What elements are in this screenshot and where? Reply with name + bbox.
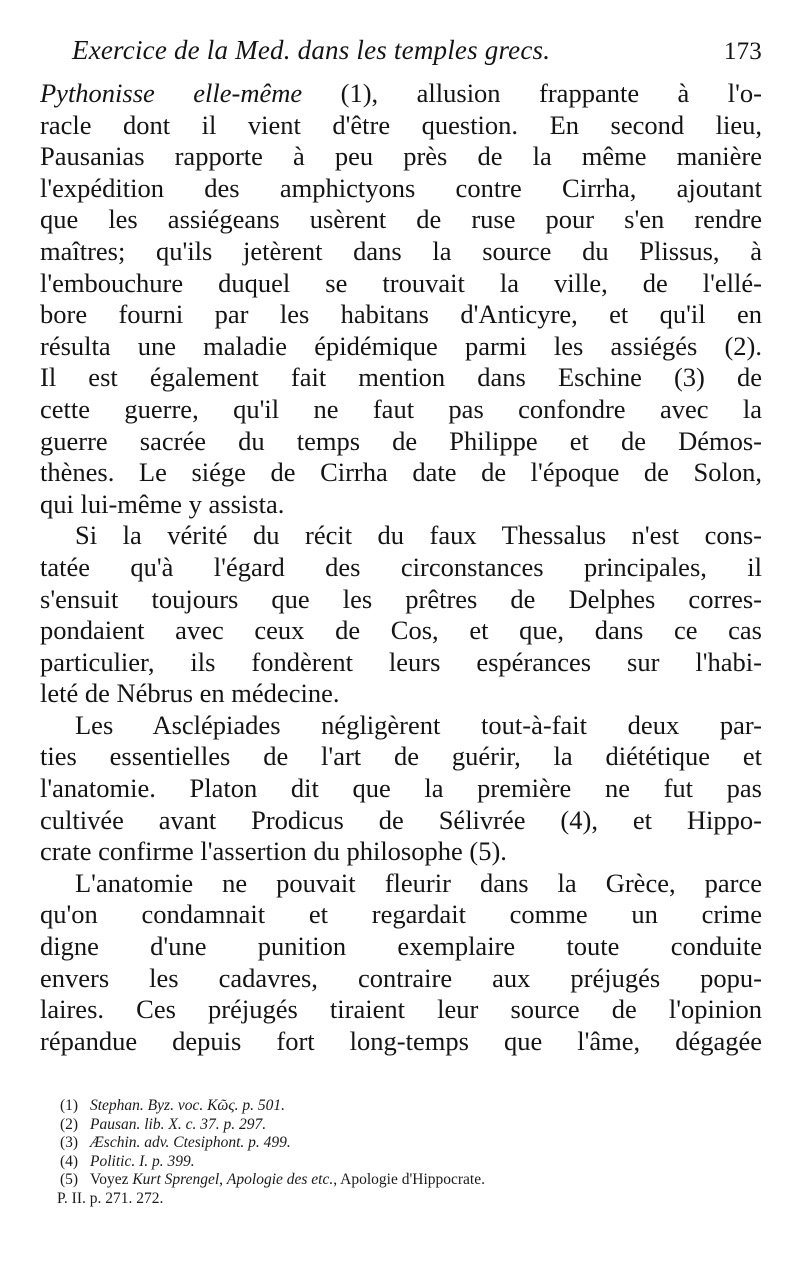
page-number: 173 — [723, 38, 762, 65]
text-segment: Pythonisse elle-même — [40, 78, 303, 108]
text-line — [40, 615, 762, 647]
text-line — [40, 299, 762, 331]
text-line — [40, 457, 762, 489]
text-segment: L'anatomie ne pouvait fleurir dans la Grèce, parce — [75, 867, 762, 898]
text-segment: qu'on condamnait et regardait comme un crime — [40, 899, 762, 930]
text-line — [40, 268, 762, 300]
text-line — [40, 773, 762, 805]
text-line — [40, 678, 762, 710]
text-line — [40, 899, 762, 931]
footnote — [60, 1153, 780, 1172]
body-text — [40, 78, 762, 1057]
text-line — [40, 141, 762, 173]
text-line — [40, 963, 762, 995]
text-line — [40, 584, 762, 616]
text-line — [40, 710, 762, 742]
text-line — [40, 78, 762, 110]
text-segment: s'ensuit toujours que les prêtres de Delphes corres- — [40, 583, 762, 614]
text-segment: Pausanias rapporte à peu près de la même manière — [40, 141, 762, 172]
text-segment: thènes. Le siége de Cirrha date de l'époque de Solon, — [40, 457, 762, 488]
text-segment: envers les cadavres, contraire aux préjugés popu- — [40, 962, 762, 993]
paragraph — [40, 868, 762, 1058]
text-segment: l'expédition des amphictyons contre Cirrha, ajoutant — [40, 172, 762, 203]
text-line — [40, 426, 762, 458]
text-segment: résulta une maladie épidémique parmi les assiégés (2). — [40, 330, 762, 361]
text-line — [40, 204, 762, 236]
footnote-text: Voyez — [90, 1171, 133, 1189]
footnote — [60, 1116, 780, 1135]
footnote-number: (1) — [60, 1097, 79, 1114]
text-line — [40, 552, 762, 584]
text-segment: cette guerre, qu'il ne faut pas confondre avec la — [40, 393, 762, 424]
footnote-number: (4) — [60, 1152, 79, 1170]
text-segment: digne d'une punition exemplaire toute conduite — [40, 931, 762, 962]
footnote — [60, 1171, 780, 1190]
text-line — [40, 173, 762, 205]
text-line — [40, 836, 762, 868]
text-line — [40, 741, 762, 773]
paragraph — [40, 710, 762, 868]
footnote-text: Stephan. Byz. voc. Kῶς. p. 501. — [90, 1097, 286, 1114]
footnote-text: , Apologie d'Hippocrate. — [333, 1171, 485, 1189]
footnote-text: Politic. I. p. 399. — [90, 1152, 195, 1170]
text-segment: pondaient avec ceux de Cos, et que, dans ce cas — [40, 615, 762, 646]
footnote-text: P. II. p. 271. 272. — [57, 1189, 164, 1207]
text-segment: crate confirme l'assertion du philosophe (5). — [40, 836, 507, 867]
text-line — [40, 110, 762, 142]
text-segment: que les assiégeans usèrent de ruse pour s'en rendre — [40, 204, 762, 235]
text-line — [40, 805, 762, 837]
footnote — [60, 1134, 780, 1153]
footnote-text: Apologie des etc. — [226, 1171, 334, 1189]
text-line — [40, 520, 762, 552]
footnotes — [57, 1097, 780, 1209]
text-segment: maîtres; qu'ils jetèrent dans la source du Plissus, à — [40, 235, 762, 266]
running-title: Exercice de la Med. dans les temples grecs. — [72, 35, 551, 65]
paragraph — [40, 78, 762, 520]
text-segment: ties essentielles de l'art de guérir, la diététique et — [40, 741, 762, 772]
text-segment: leté de Nébrus en médecine. — [40, 678, 340, 709]
text-segment: bore fourni par les habitans d'Anticyre, et qu'il en — [40, 299, 762, 330]
footnote-number: (2) — [60, 1115, 79, 1133]
text-segment: racle dont il vient d'être question. En second lieu, — [40, 109, 762, 140]
text-line — [40, 868, 762, 900]
text-segment: l'embouchure duquel se trouvait la ville, de l'ellé- — [40, 267, 762, 298]
text-segment: cultivée avant Prodicus de Sélivrée (4), et Hippo- — [40, 804, 762, 835]
text-line — [40, 394, 762, 426]
text-line — [40, 489, 762, 521]
text-line — [40, 1026, 762, 1058]
footnote-number: (5) — [60, 1171, 79, 1189]
footnote — [60, 1097, 780, 1116]
text-segment: guerre sacrée du temps de Philippe et de Démos- — [40, 425, 762, 456]
text-line — [40, 331, 762, 363]
text-line — [40, 362, 762, 394]
text-segment: tatée qu'à l'égard des circonstances principales, il — [40, 551, 762, 582]
text-segment: laires. Ces préjugés tiraient leur source de l'opinion — [40, 994, 762, 1025]
text-segment: qui lui-même y assista. — [40, 488, 285, 519]
text-line — [40, 994, 762, 1026]
text-segment: Les Asclépiades négligèrent tout-à-fait deux par- — [75, 709, 762, 740]
text-segment: (1), allusion frappante à l'o- — [302, 78, 762, 108]
text-line — [40, 236, 762, 268]
footnote — [57, 1190, 780, 1209]
footnote-text: , — [219, 1171, 227, 1189]
text-segment: l'anatomie. Platon dit que la première ne fut pas — [40, 773, 762, 804]
text-segment: répandue depuis fort long-temps que l'âme, dégagée — [40, 1025, 762, 1056]
text-segment: Il est également fait mention dans Eschine (3) de — [40, 362, 762, 393]
text-line — [40, 931, 762, 963]
paragraph — [40, 520, 762, 710]
footnote-number: (3) — [60, 1134, 79, 1152]
running-header — [72, 35, 762, 79]
text-segment: Si la vérité du récit du faux Thessalus n'est cons- — [75, 520, 762, 551]
text-line — [40, 647, 762, 679]
footnote-text: Æschin. adv. Ctesiphont. p. 499. — [90, 1134, 291, 1152]
footnote-text: Pausan. lib. X. c. 37. p. 297. — [90, 1115, 267, 1133]
text-segment: particulier, ils fondèrent leurs espérances sur l'habi- — [40, 646, 762, 677]
footnote-text: Kurt Sprengel — [132, 1171, 220, 1189]
